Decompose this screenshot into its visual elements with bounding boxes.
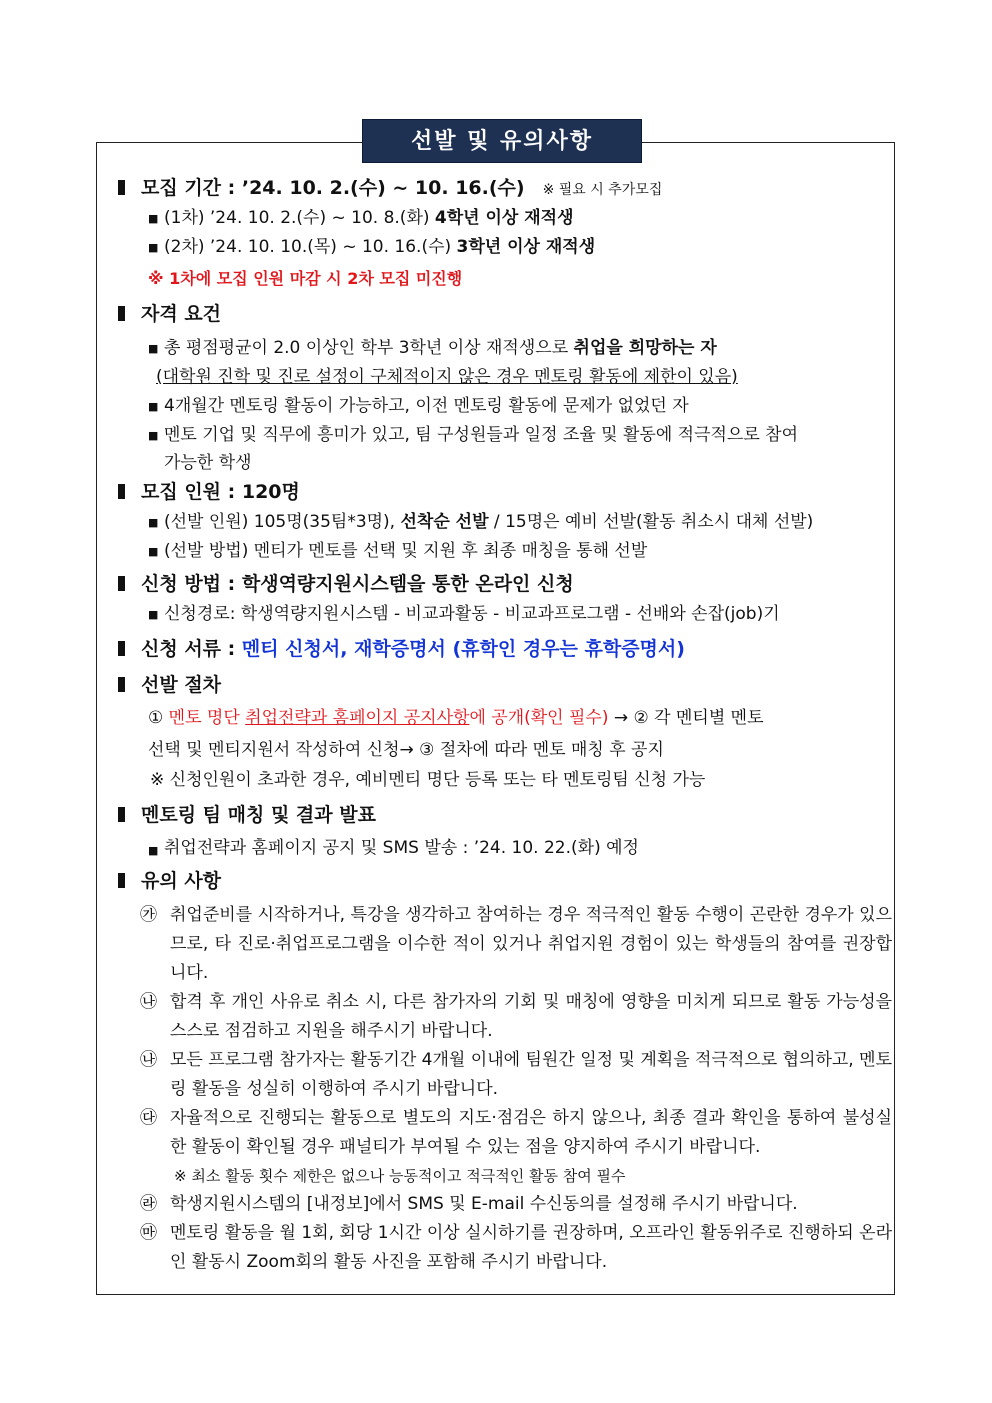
circled-mark-icon: ㉮ (140, 905, 157, 925)
section-square-bullet (118, 180, 125, 195)
document-body (118, 172, 892, 1277)
page-title: 선발 및 유의사항 (362, 119, 642, 163)
section-heading: 모집 기간 : ’24. 10. 2.(수) ~ 10. 16.(수) (141, 177, 525, 199)
list-item: ■ 총 평점평균이 2.0 이상인 학부 3학년 이상 재적생으로 취업을 희망하는 자 (118, 334, 892, 363)
bullet-icon: ■ (148, 342, 159, 355)
list-item-continued: 가능한 학생 (164, 453, 252, 473)
precaution-item: ㉮ 취업준비를 시작하거나, 특강을 생각하고 참여하는 경우 적극적인 활동 수행이 곤란한 경우가 있으므로, 타 진로·취업프로그램을 이수한 적이 있거나 취업지원 경험이 있는 학생들의 참여를 권장합니다. (118, 901, 892, 988)
precaution-item: ㉯ 모든 프로그램 참가자는 활동기간 4개월 이내에 팀원간 일정 및 계획을 적극적으로 협의하고, 멘토링 활동을 성실히 이행하여 주시기 바랍니다. (118, 1046, 892, 1104)
bullet-icon: ■ (148, 429, 159, 442)
list-item: ■ 4개월간 멘토링 활동이 가능하고, 이전 멘토링 활동에 문제가 없었던 자 (118, 392, 892, 421)
section-square-bullet (118, 807, 125, 822)
section-matching-result (118, 799, 892, 831)
section-application-method (118, 568, 892, 600)
circled-mark-icon: ㉯ (140, 992, 157, 1012)
list-item: ■ (선발 인원) 105명(35팀*3명), 선착순 선발 / 15명은 예비 선발(활동 취소시 대체 선발) (118, 508, 892, 537)
section-heading: 자격 요건 (141, 303, 222, 325)
section-square-bullet (118, 484, 125, 499)
procedure-line-1: ① 멘토 명단 취업전략과 홈페이지 공지사항에 공개(확인 필수) → ② 각 멘티별 멘토 (148, 708, 764, 728)
list-item-note: (대학원 진학 및 진로 설정이 구체적이지 않은 경우 멘토링 활동에 제한이 있음) (156, 367, 738, 387)
precaution-item: ㉲ 멘토링 활동을 월 1회, 회당 1시간 이상 실시하기를 권장하며, 오프라인 활동위주로 진행하되 온라인 활동시 Zoom회의 활동 사진을 포함해 주시기 바랍니다. (118, 1219, 892, 1277)
section-square-bullet (118, 677, 125, 692)
circled-mark-icon: ㉲ (140, 1223, 157, 1243)
circled-mark-icon: ㉱ (140, 1194, 157, 1214)
bullet-icon: ■ (148, 212, 159, 225)
bullet-icon: ■ (148, 844, 159, 857)
precaution-item: ㉰ 자율적으로 진행되는 활동으로 별도의 지도·점검은 하지 않으나, 최종 결과 확인을 통하여 불성실한 활동이 확인될 경우 패널티가 부여될 수 있는 점을 양지하여 주시기 바랍니다. (118, 1104, 892, 1162)
section-square-bullet (118, 873, 125, 888)
section-selection-procedure (118, 669, 892, 701)
list-item: ■ (선발 방법) 멘티가 멘토를 선택 및 지원 후 최종 매칭을 통해 선발 (118, 537, 892, 566)
section-heading: 모집 인원 : 120명 (141, 481, 300, 503)
section-heading: 신청 서류 : (141, 638, 242, 660)
bullet-icon: ■ (148, 400, 159, 413)
section-recruit-count (118, 476, 892, 508)
documents-list: 멘티 신청서, 재학증명서 (휴학인 경우는 휴학증명서) (241, 638, 685, 660)
section-heading: 멘토링 팀 매칭 및 결과 발표 (141, 804, 376, 826)
section-square-bullet (118, 576, 125, 591)
precaution-sub-note: ※ 최소 활동 횟수 제한은 없으나 능동적이고 적극적인 활동 참여 필수 (174, 1167, 626, 1185)
list-item: ■ (2차) ’24. 10. 10.(목) ~ 10. 16.(수) 3학년 이상 재적생 (118, 233, 892, 262)
circled-mark-icon: ㉯ (140, 1050, 157, 1070)
section-note: ※ 필요 시 추가모집 (542, 182, 663, 198)
list-item: ■ 신청경로: 학생역량지원시스템 - 비교과활동 - 비교과프로그램 - 선배와 손잡(job)기 (118, 600, 892, 629)
bullet-icon: ■ (148, 608, 159, 621)
warning-note: ※ 1차에 모집 인원 마감 시 2차 모집 미진행 (148, 269, 463, 288)
section-square-bullet (118, 641, 125, 656)
section-precautions (118, 865, 892, 897)
circled-mark-icon: ㉰ (140, 1108, 157, 1128)
bullet-icon: ■ (148, 545, 159, 558)
list-item: ■ (1차) ’24. 10. 2.(수) ~ 10. 8.(화) 4학년 이상 재적생 (118, 204, 892, 233)
section-square-bullet (118, 306, 125, 321)
section-eligibility (118, 298, 892, 330)
section-application-documents (118, 633, 892, 665)
list-item: ■ 취업전략과 홈페이지 공지 및 SMS 발송 : ’24. 10. 22.(화) 예정 (118, 831, 892, 865)
bullet-icon: ■ (148, 516, 159, 529)
precaution-item: ㉱ 학생지원시스템의 [내정보]에서 SMS 및 E-mail 수신동의를 설정해 주시기 바랍니다. (118, 1190, 892, 1219)
procedure-note: ※ 신청인원이 초과한 경우, 예비멘티 명단 등록 또는 타 멘토링팀 신청 가능 (150, 770, 706, 790)
list-item: ■ 멘토 기업 및 직무에 흥미가 있고, 팀 구성원들과 일정 조율 및 활동에 적극적으로 참여 (118, 421, 892, 450)
bullet-icon: ■ (148, 241, 159, 254)
section-heading: 신청 방법 : 학생역량지원시스템을 통한 온라인 신청 (141, 573, 574, 595)
precaution-item: ㉯ 합격 후 개인 사유로 취소 시, 다른 참가자의 기회 및 매칭에 영향을 미치게 되므로 활동 가능성을 스스로 점검하고 지원을 해주시기 바랍니다. (118, 988, 892, 1046)
section-heading: 유의 사항 (141, 870, 222, 892)
section-heading: 선발 절차 (141, 674, 222, 696)
section-recruitment-period (118, 172, 892, 204)
procedure-line-2: 선택 및 멘티지원서 작성하여 신청→ ③ 절차에 따라 멘토 매칭 후 공지 (148, 740, 664, 760)
